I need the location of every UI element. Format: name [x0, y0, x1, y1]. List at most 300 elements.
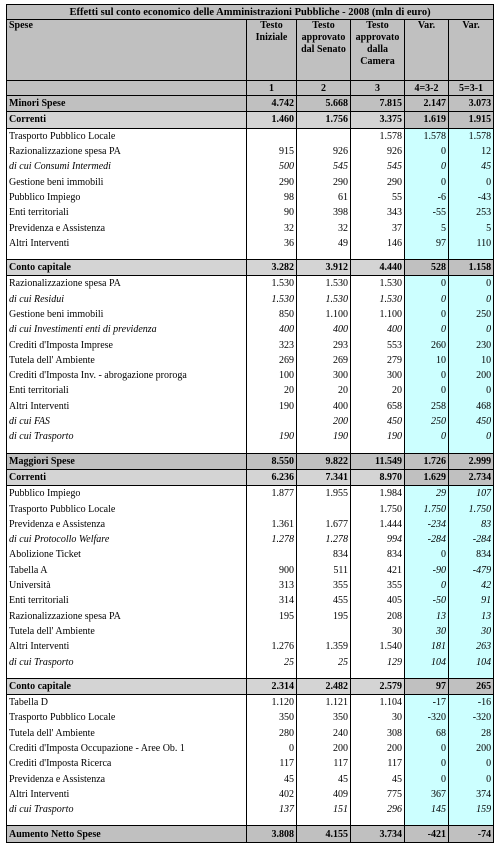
- row-label: di cui FAS: [7, 414, 247, 429]
- cell-col-4: 145: [405, 802, 449, 817]
- cell-col-5: [449, 251, 494, 260]
- cell-col-4: 97: [405, 678, 449, 694]
- cell-col-2: 200: [297, 414, 351, 429]
- cell-col-5: 0: [449, 771, 494, 786]
- cell-col-3: 117: [351, 756, 405, 771]
- cell-col-2: 117: [297, 756, 351, 771]
- cell-col-4: 258: [405, 399, 449, 414]
- document-page: [6, 4, 493, 843]
- cell-col-4: -320: [405, 710, 449, 725]
- cell-col-3: 2.579: [351, 678, 405, 694]
- cell-col-4: -234: [405, 517, 449, 532]
- cell-col-3: 1.104: [351, 694, 405, 710]
- cell-col-4: 0: [405, 429, 449, 444]
- cell-col-5: 2.999: [449, 453, 494, 469]
- cell-col-5: 374: [449, 787, 494, 802]
- cell-col-3: [351, 251, 405, 260]
- row-label: Previdenza e Assistenza: [7, 220, 247, 235]
- row-label: Crediti d'Imposta Occupazione - Aree Ob. 1: [7, 741, 247, 756]
- table-row: [7, 307, 494, 322]
- row-label: Università: [7, 578, 247, 593]
- table-row: [7, 174, 494, 189]
- cell-col-1: 190: [247, 429, 297, 444]
- table-title: Effetti sul conto economico delle Amministrazioni Pubbliche - 2008 (mln di euro): [7, 5, 494, 20]
- cell-col-4: -55: [405, 205, 449, 220]
- cell-col-1: 190: [247, 399, 297, 414]
- cell-col-3: 450: [351, 414, 405, 429]
- cell-col-1: 0: [247, 741, 297, 756]
- cell-col-5: 13: [449, 609, 494, 624]
- cell-col-3: 1.984: [351, 486, 405, 502]
- cell-col-2: 1.756: [297, 112, 351, 128]
- table-row: [7, 501, 494, 516]
- row-label: Altri Interventi: [7, 236, 247, 251]
- cell-col-4: 181: [405, 639, 449, 654]
- cell-col-2: 1.100: [297, 307, 351, 322]
- cell-col-1: 313: [247, 578, 297, 593]
- table-row: [7, 694, 494, 710]
- table-row: [7, 429, 494, 444]
- cell-col-3: 7.815: [351, 96, 405, 112]
- cell-col-5: 0: [449, 383, 494, 398]
- table-row: [7, 337, 494, 352]
- cell-col-3: 200: [351, 741, 405, 756]
- subtotal-row: [7, 112, 494, 128]
- cell-col-1: 137: [247, 802, 297, 817]
- cell-col-3: 45: [351, 771, 405, 786]
- cell-col-2: [297, 501, 351, 516]
- cell-col-1: 1.276: [247, 639, 297, 654]
- cell-col-1: 8.550: [247, 453, 297, 469]
- cell-col-1: 20: [247, 383, 297, 398]
- cell-col-2: 290: [297, 174, 351, 189]
- cell-col-4: 260: [405, 337, 449, 352]
- row-label: Pubblico Impiego: [7, 190, 247, 205]
- cell-col-1: [247, 414, 297, 429]
- cell-col-4: 0: [405, 547, 449, 562]
- cell-col-2: 1.278: [297, 532, 351, 547]
- cell-col-1: 1.278: [247, 532, 297, 547]
- cell-col-4: 0: [405, 368, 449, 383]
- table-row: [7, 593, 494, 608]
- cell-col-1: 850: [247, 307, 297, 322]
- cell-col-2: 32: [297, 220, 351, 235]
- cell-col-2: 5.668: [297, 96, 351, 112]
- cell-col-4: 528: [405, 259, 449, 275]
- cell-col-4: 1.629: [405, 469, 449, 485]
- cell-col-1: [247, 251, 297, 260]
- cell-col-1: [247, 624, 297, 639]
- cell-col-5: 0: [449, 292, 494, 307]
- spacer-row: [7, 445, 494, 454]
- cell-col-1: [247, 547, 297, 562]
- cell-col-4: -90: [405, 563, 449, 578]
- cell-col-5: [449, 817, 494, 826]
- row-label: Previdenza e Assistenza: [7, 771, 247, 786]
- cell-col-2: 350: [297, 710, 351, 725]
- row-label: Altri Interventi: [7, 787, 247, 802]
- table-row: [7, 353, 494, 368]
- row-label: Trasporto Pubblico Locale: [7, 710, 247, 725]
- cell-col-4: 29: [405, 486, 449, 502]
- cell-col-5: 83: [449, 517, 494, 532]
- cell-col-5: 107: [449, 486, 494, 502]
- cell-col-5: 200: [449, 368, 494, 383]
- row-label: Tabella A: [7, 563, 247, 578]
- row-label: Enti territoriali: [7, 383, 247, 398]
- cell-col-5: 468: [449, 399, 494, 414]
- cell-col-1: 45: [247, 771, 297, 786]
- cell-col-5: 834: [449, 547, 494, 562]
- table-row: [7, 368, 494, 383]
- header-col-3: Testo approvato dalla Camera: [351, 20, 405, 81]
- cell-col-1: 400: [247, 322, 297, 337]
- cell-col-5: 42: [449, 578, 494, 593]
- cell-col-3: 190: [351, 429, 405, 444]
- cell-col-5: [449, 445, 494, 454]
- subtotal-row: [7, 469, 494, 485]
- cell-col-5: 0: [449, 429, 494, 444]
- cell-col-4: 1.619: [405, 112, 449, 128]
- cell-col-1: 314: [247, 593, 297, 608]
- cell-col-2: 1.121: [297, 694, 351, 710]
- cell-col-4: 0: [405, 159, 449, 174]
- table-row: [7, 741, 494, 756]
- header-col-5: Var.: [449, 20, 494, 81]
- table-row: [7, 190, 494, 205]
- cell-col-5: 0: [449, 756, 494, 771]
- cell-col-3: 343: [351, 205, 405, 220]
- table-row: [7, 624, 494, 639]
- cell-col-2: 20: [297, 383, 351, 398]
- cell-col-3: 37: [351, 220, 405, 235]
- spacer-row: [7, 251, 494, 260]
- table-row: [7, 771, 494, 786]
- row-label: Crediti d'Imposta Imprese: [7, 337, 247, 352]
- cell-col-2: [297, 445, 351, 454]
- cell-col-5: 104: [449, 654, 494, 669]
- row-label: Maggiori Spese: [7, 453, 247, 469]
- cell-col-3: 1.444: [351, 517, 405, 532]
- cell-col-2: 1.530: [297, 276, 351, 292]
- header-col-4: Var.: [405, 20, 449, 81]
- table-row: [7, 399, 494, 414]
- table-row: [7, 414, 494, 429]
- cell-col-5: 450: [449, 414, 494, 429]
- row-label: Enti territoriali: [7, 593, 247, 608]
- cell-col-4: 0: [405, 771, 449, 786]
- cell-col-3: 290: [351, 174, 405, 189]
- cell-col-5: -74: [449, 826, 494, 842]
- cell-col-3: 296: [351, 802, 405, 817]
- cell-col-2: 455: [297, 593, 351, 608]
- cell-col-5: 5: [449, 220, 494, 235]
- cell-col-3: 405: [351, 593, 405, 608]
- table-row: [7, 220, 494, 235]
- cell-col-1: [247, 670, 297, 679]
- cell-col-3: 3.375: [351, 112, 405, 128]
- cell-col-2: 355: [297, 578, 351, 593]
- cell-col-5: 159: [449, 802, 494, 817]
- cell-col-4: -50: [405, 593, 449, 608]
- cell-col-3: 20: [351, 383, 405, 398]
- cell-col-1: [247, 501, 297, 516]
- cell-col-4: -6: [405, 190, 449, 205]
- cell-col-5: -320: [449, 710, 494, 725]
- row-label: di cui Investimenti enti di previdenza: [7, 322, 247, 337]
- cell-col-4: [405, 817, 449, 826]
- cell-col-5: 1.158: [449, 259, 494, 275]
- cell-col-3: 400: [351, 322, 405, 337]
- table-row: [7, 710, 494, 725]
- row-label: Conto capitale: [7, 678, 247, 694]
- cell-col-5: 110: [449, 236, 494, 251]
- cell-col-3: 1.530: [351, 276, 405, 292]
- cell-col-2: 200: [297, 741, 351, 756]
- table-row: [7, 654, 494, 669]
- cell-col-5: 1.578: [449, 128, 494, 144]
- table-row: [7, 756, 494, 771]
- row-label: Crediti d'Imposta Ricerca: [7, 756, 247, 771]
- table-title-row: [7, 5, 494, 20]
- column-number-2: 2: [297, 81, 351, 96]
- table-body: [7, 5, 494, 843]
- cell-col-1: 2.314: [247, 678, 297, 694]
- cell-col-3: 3.734: [351, 826, 405, 842]
- table-row: [7, 578, 494, 593]
- cell-col-4: 13: [405, 609, 449, 624]
- cell-col-3: 300: [351, 368, 405, 383]
- cell-col-1: 900: [247, 563, 297, 578]
- cell-col-3: 1.530: [351, 292, 405, 307]
- table-row: [7, 128, 494, 144]
- cell-col-2: 3.912: [297, 259, 351, 275]
- cell-col-3: 30: [351, 710, 405, 725]
- row-label: Minori Spese: [7, 96, 247, 112]
- row-label: Tutela dell' Ambiente: [7, 726, 247, 741]
- row-label: di cui Trasporto: [7, 802, 247, 817]
- section-total-row: [7, 96, 494, 112]
- cell-col-5: 10: [449, 353, 494, 368]
- table-row: [7, 292, 494, 307]
- cell-col-3: 308: [351, 726, 405, 741]
- cell-col-3: 208: [351, 609, 405, 624]
- row-label: Crediti d'Imposta Inv. - abrogazione proroga: [7, 368, 247, 383]
- row-label: Razionalizzazione spesa PA: [7, 609, 247, 624]
- cell-col-4: -421: [405, 826, 449, 842]
- cell-col-1: 402: [247, 787, 297, 802]
- cell-col-4: 0: [405, 741, 449, 756]
- column-number-4: 4=3-2: [405, 81, 449, 96]
- cell-col-1: [247, 128, 297, 144]
- cell-col-1: 350: [247, 710, 297, 725]
- row-label: Tutela dell' Ambiente: [7, 624, 247, 639]
- cell-col-3: 1.750: [351, 501, 405, 516]
- cell-col-4: 1.578: [405, 128, 449, 144]
- table-row: [7, 532, 494, 547]
- cell-col-2: [297, 251, 351, 260]
- cell-col-2: 300: [297, 368, 351, 383]
- column-number-row: [7, 81, 494, 96]
- cell-col-2: 240: [297, 726, 351, 741]
- cell-col-2: 9.822: [297, 453, 351, 469]
- cell-col-3: [351, 817, 405, 826]
- spacer-row: [7, 817, 494, 826]
- cell-col-5: 12: [449, 144, 494, 159]
- cell-col-1: 290: [247, 174, 297, 189]
- cell-col-1: 3.282: [247, 259, 297, 275]
- row-label: Trasporto Pubblico Locale: [7, 128, 247, 144]
- cell-col-5: 250: [449, 307, 494, 322]
- table-row: [7, 486, 494, 502]
- cell-col-4: 5: [405, 220, 449, 235]
- cell-col-5: 263: [449, 639, 494, 654]
- cell-col-4: 250: [405, 414, 449, 429]
- table-row: [7, 547, 494, 562]
- cell-col-3: 421: [351, 563, 405, 578]
- cell-col-1: [247, 445, 297, 454]
- cell-col-4: 0: [405, 756, 449, 771]
- cell-col-1: [247, 817, 297, 826]
- cell-col-1: 36: [247, 236, 297, 251]
- row-label: Altri Interventi: [7, 639, 247, 654]
- cell-col-2: 2.482: [297, 678, 351, 694]
- cell-col-1: 195: [247, 609, 297, 624]
- subtotal-row: [7, 678, 494, 694]
- cell-col-2: 4.155: [297, 826, 351, 842]
- table-row: [7, 787, 494, 802]
- column-number-1: 1: [247, 81, 297, 96]
- table-row: [7, 276, 494, 292]
- cell-col-3: 279: [351, 353, 405, 368]
- cell-col-1: 25: [247, 654, 297, 669]
- cell-col-2: 409: [297, 787, 351, 802]
- cell-col-2: 7.341: [297, 469, 351, 485]
- row-label: Gestione beni immobili: [7, 174, 247, 189]
- cell-col-4: 1.726: [405, 453, 449, 469]
- cell-col-2: [297, 624, 351, 639]
- cell-col-4: 10: [405, 353, 449, 368]
- budget-table: [6, 4, 494, 843]
- row-label: di cui Trasporto: [7, 654, 247, 669]
- cell-col-1: 98: [247, 190, 297, 205]
- cell-col-2: 926: [297, 144, 351, 159]
- subtotal-row: [7, 259, 494, 275]
- cell-col-3: 553: [351, 337, 405, 352]
- cell-col-3: 11.549: [351, 453, 405, 469]
- table-row: [7, 159, 494, 174]
- section-total-row: [7, 453, 494, 469]
- row-label: Conto capitale: [7, 259, 247, 275]
- cell-col-3: 55: [351, 190, 405, 205]
- cell-col-5: -16: [449, 694, 494, 710]
- cell-col-5: [449, 670, 494, 679]
- cell-col-2: 25: [297, 654, 351, 669]
- table-row: [7, 802, 494, 817]
- cell-col-4: [405, 251, 449, 260]
- row-label: Tabella D: [7, 694, 247, 710]
- cell-col-5: 91: [449, 593, 494, 608]
- cell-col-4: 104: [405, 654, 449, 669]
- cell-col-1: 90: [247, 205, 297, 220]
- cell-col-4: [405, 445, 449, 454]
- cell-col-1: 1.460: [247, 112, 297, 128]
- cell-col-2: 834: [297, 547, 351, 562]
- row-label: Razionalizzazione spesa PA: [7, 144, 247, 159]
- cell-col-5: 265: [449, 678, 494, 694]
- cell-col-2: 195: [297, 609, 351, 624]
- table-row: [7, 236, 494, 251]
- cell-col-4: 68: [405, 726, 449, 741]
- cell-col-5: 1.915: [449, 112, 494, 128]
- row-label: Altri Interventi: [7, 399, 247, 414]
- row-label: [7, 445, 247, 454]
- cell-col-1: 269: [247, 353, 297, 368]
- cell-col-2: 61: [297, 190, 351, 205]
- row-label: [7, 251, 247, 260]
- table-row: [7, 144, 494, 159]
- row-label: Correnti: [7, 469, 247, 485]
- cell-col-4: 0: [405, 174, 449, 189]
- row-label: di cui Consumi Intermedi: [7, 159, 247, 174]
- row-label: di cui Trasporto: [7, 429, 247, 444]
- cell-col-3: 355: [351, 578, 405, 593]
- row-label: Correnti: [7, 112, 247, 128]
- cell-col-2: 400: [297, 322, 351, 337]
- cell-col-4: 0: [405, 307, 449, 322]
- table-row: [7, 322, 494, 337]
- cell-col-4: 0: [405, 276, 449, 292]
- cell-col-2: 511: [297, 563, 351, 578]
- cell-col-2: [297, 670, 351, 679]
- column-number-blank: [7, 81, 247, 96]
- cell-col-5: 2.734: [449, 469, 494, 485]
- cell-col-4: [405, 670, 449, 679]
- cell-col-2: 1.955: [297, 486, 351, 502]
- row-label: Gestione beni immobili: [7, 307, 247, 322]
- cell-col-3: 8.970: [351, 469, 405, 485]
- cell-col-1: 100: [247, 368, 297, 383]
- cell-col-4: 97: [405, 236, 449, 251]
- row-label: Enti territoriali: [7, 205, 247, 220]
- cell-col-1: 1.361: [247, 517, 297, 532]
- cell-col-3: 1.578: [351, 128, 405, 144]
- cell-col-3: 1.540: [351, 639, 405, 654]
- cell-col-2: 1.530: [297, 292, 351, 307]
- cell-col-3: 926: [351, 144, 405, 159]
- cell-col-5: 0: [449, 276, 494, 292]
- cell-col-1: 6.236: [247, 469, 297, 485]
- cell-col-2: 545: [297, 159, 351, 174]
- cell-col-5: 0: [449, 174, 494, 189]
- header-spese: Spese: [7, 20, 247, 81]
- table-row: [7, 205, 494, 220]
- cell-col-3: 834: [351, 547, 405, 562]
- cell-col-3: 4.440: [351, 259, 405, 275]
- row-label: Abolizione Ticket: [7, 547, 247, 562]
- cell-col-4: 0: [405, 144, 449, 159]
- cell-col-1: 4.742: [247, 96, 297, 112]
- cell-col-2: 398: [297, 205, 351, 220]
- cell-col-1: 1.530: [247, 276, 297, 292]
- cell-col-5: 28: [449, 726, 494, 741]
- cell-col-1: 500: [247, 159, 297, 174]
- cell-col-4: 0: [405, 322, 449, 337]
- cell-col-1: 280: [247, 726, 297, 741]
- cell-col-5: 0: [449, 322, 494, 337]
- cell-col-2: [297, 817, 351, 826]
- row-label: Trasporto Pubblico Locale: [7, 501, 247, 516]
